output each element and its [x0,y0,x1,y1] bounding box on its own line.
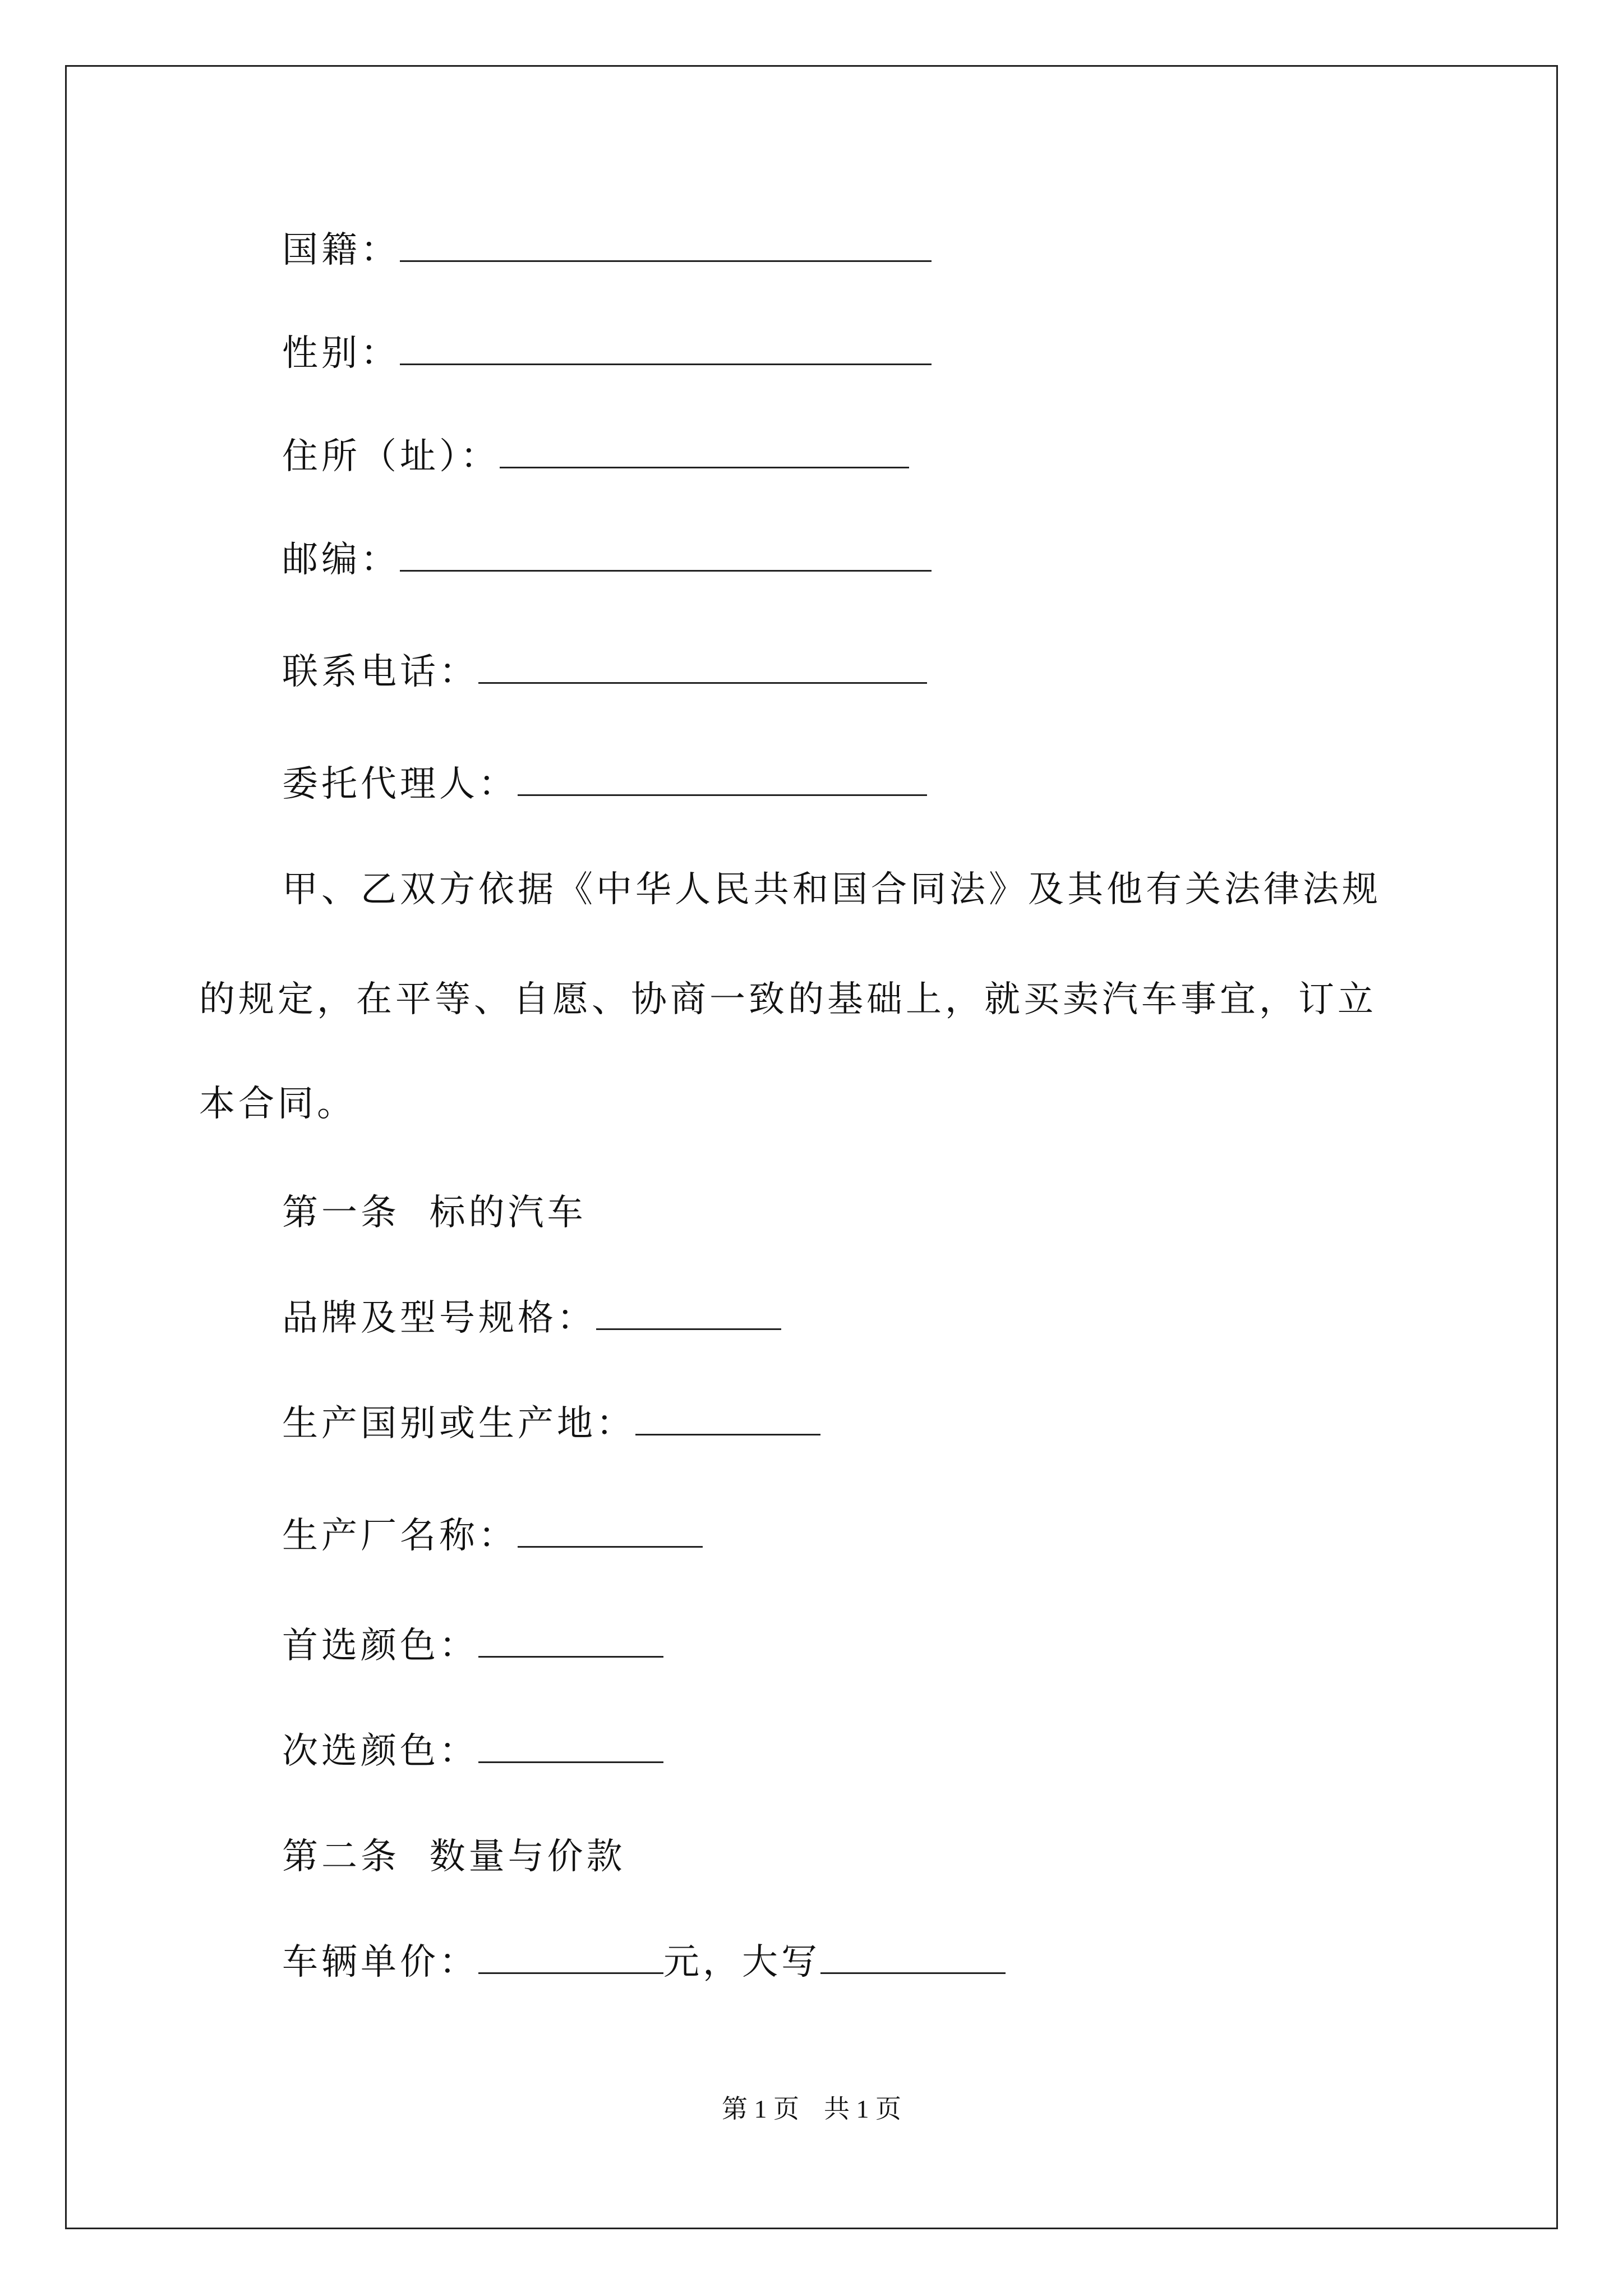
page-border [65,65,1558,2229]
blank-line[interactable] [820,1941,1006,1974]
field-label: 国籍： [282,229,400,271]
field-color-2 [282,1730,663,1773]
intro-line-3: 本合同。 [199,1083,356,1125]
intro-line-2: 的规定，在平等、自愿、协商一致的基础上，就买卖汽车事宜，订立 [199,979,1377,1020]
field-label: 委托代理人： [282,763,518,805]
blank-line[interactable] [400,332,932,365]
blank-line[interactable] [518,763,927,796]
field-nationality [282,229,932,272]
blank-line[interactable] [596,1297,781,1330]
blank-line[interactable] [400,229,932,262]
article-2-heading: 第二条 数量与价款 [282,1836,626,1878]
field-label: 车辆单价： [282,1941,478,1983]
field-label: 品牌及型号规格： [282,1297,596,1339]
price-unit-text: 元，大写 [663,1941,820,1983]
field-unit-price [282,1941,1006,1984]
field-label: 次选颜色： [282,1731,478,1772]
page-total: 共 1 页 [824,2095,901,2123]
field-color-1 [282,1625,663,1667]
field-phone [282,651,927,693]
article-1-heading: 第一条 标的汽车 [282,1192,587,1234]
blank-line[interactable] [400,539,932,572]
page-footer [0,2092,1623,2126]
field-label: 住所（址）： [282,436,500,477]
field-gender [282,332,932,375]
intro-line-1: 甲、乙双方依据《中华人民共和国合同法》及其他有关法律法规 [282,869,1381,910]
field-label: 联系电话： [282,651,478,693]
blank-line[interactable] [478,1941,663,1974]
field-brand [282,1297,781,1340]
field-label: 生产厂名称： [282,1515,518,1557]
blank-line[interactable] [478,1730,663,1763]
field-agent [282,763,927,806]
field-origin [282,1402,820,1445]
field-maker [282,1515,703,1557]
blank-line[interactable] [635,1402,820,1435]
page-number: 第 1 页 [722,2095,799,2123]
blank-line[interactable] [478,651,927,684]
blank-line[interactable] [518,1515,703,1548]
field-label: 首选颜色： [282,1625,478,1667]
field-postcode [282,539,932,581]
field-label: 性别： [282,333,400,374]
field-label: 生产国别或生产地： [282,1403,635,1444]
field-address [282,435,909,478]
blank-line[interactable] [478,1625,663,1658]
field-label: 邮编： [282,539,400,581]
blank-line[interactable] [500,435,909,468]
